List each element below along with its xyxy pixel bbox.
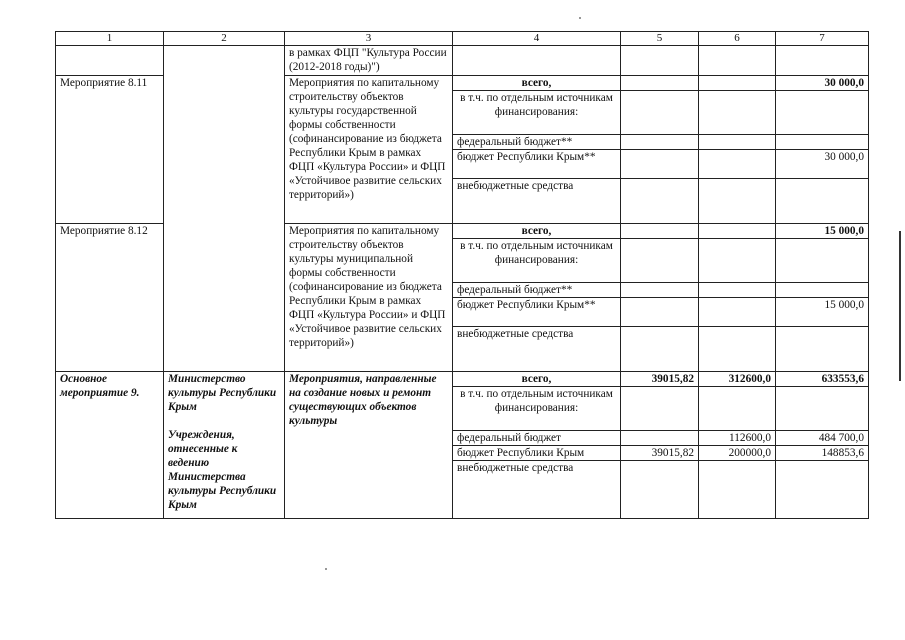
m9-name: Основное мероприятие 9.: [56, 372, 164, 519]
col-number-4: 4: [453, 32, 621, 46]
m9-rk-c5: 39015,82: [621, 446, 699, 461]
m9-executor-2: Учреждения, отнесенные к ведению Министерства культуры Республики Крым: [168, 429, 277, 511]
m812-extra-label: внебюджетные средства: [453, 327, 621, 372]
m9-executor-1: Министерство культуры Республики Крым: [168, 373, 277, 413]
m812-incl-label: в т.ч. по отдельным источникам финансирования:: [453, 239, 621, 283]
scan-speck: [579, 17, 581, 19]
m9-rk-c7: 148853,6: [776, 446, 869, 461]
m811-incl-label: в т.ч. по отдельным источникам финансирования:: [453, 91, 621, 135]
m811-extra-label: внебюджетные средства: [453, 179, 621, 224]
column-number-row: [56, 32, 869, 46]
m811-name: Мероприятие 8.11: [56, 76, 164, 224]
cont-source-cell: [453, 46, 621, 76]
col-number-3: 3: [285, 32, 453, 46]
m812-fed-label: федеральный бюджет**: [453, 283, 621, 298]
cont-desc: в рамках ФЦП "Культура России (2012-2018 годы)"): [285, 46, 453, 76]
m9-total-c5: 39015,82: [621, 372, 699, 387]
m9-rk-c6: 200000,0: [699, 446, 776, 461]
scan-speck: [325, 568, 327, 570]
continuation-row: [56, 46, 869, 76]
m9-total-c6: 312600,0: [699, 372, 776, 387]
col-number-1: 1: [56, 32, 164, 46]
m9-rk-label: бюджет Республики Крым: [453, 446, 621, 461]
cont-name-cell: [56, 46, 164, 76]
col-number-5: 5: [621, 32, 699, 46]
m811-rk-label: бюджет Республики Крым**: [453, 150, 621, 179]
m811-rk-value: 30 000,0: [776, 150, 869, 179]
m812-total-value: 15 000,0: [776, 224, 869, 239]
m812-rk-value: 15 000,0: [776, 298, 869, 327]
m811-fed-label: федеральный бюджет**: [453, 135, 621, 150]
m812-rk-label: бюджет Республики Крым**: [453, 298, 621, 327]
m9-desc: Мероприятия, направленные на создание новых и ремонт существующих объектов культуры: [285, 372, 453, 519]
m9-extra-label: внебюджетные средства: [453, 461, 621, 519]
m9-executor: [164, 372, 285, 519]
program-table: [55, 31, 869, 519]
m9-fed-c6: 112600,0: [699, 431, 776, 446]
m9-total-c7: 633553,6: [776, 372, 869, 387]
scan-edge-mark: [899, 231, 901, 381]
col-number-2: 2: [164, 32, 285, 46]
m811-total-value: 30 000,0: [776, 76, 869, 91]
m9-total-label: всего,: [453, 372, 621, 387]
m812-total-label: всего,: [453, 224, 621, 239]
m9-incl-label: в т.ч. по отдельным источникам финансирования:: [453, 387, 621, 431]
col-number-7: 7: [776, 32, 869, 46]
m9-fed-c7: 484 700,0: [776, 431, 869, 446]
executor-cell-8: [164, 46, 285, 372]
m811-desc: Мероприятия по капитальному строительству объектов культуры государственной формы собственности (софинансирование из бюджета Республики Крым в рамках ФЦП «Культура России» и ФЦП «Устойчивое развитие сельских территорий»): [285, 76, 453, 224]
m812-name: Мероприятие 8.12: [56, 224, 164, 372]
col-number-6: 6: [699, 32, 776, 46]
m9-fed-label: федеральный бюджет: [453, 431, 621, 446]
table-row: [56, 372, 869, 387]
m811-total-label: всего,: [453, 76, 621, 91]
m812-desc: Мероприятия по капитальному строительству объектов культуры муниципальной формы собственности (софинансирование из бюджета Республики Крым в рамках ФЦП «Культура России» и ФЦП «Устойчивое развитие сельских территорий»): [285, 224, 453, 372]
